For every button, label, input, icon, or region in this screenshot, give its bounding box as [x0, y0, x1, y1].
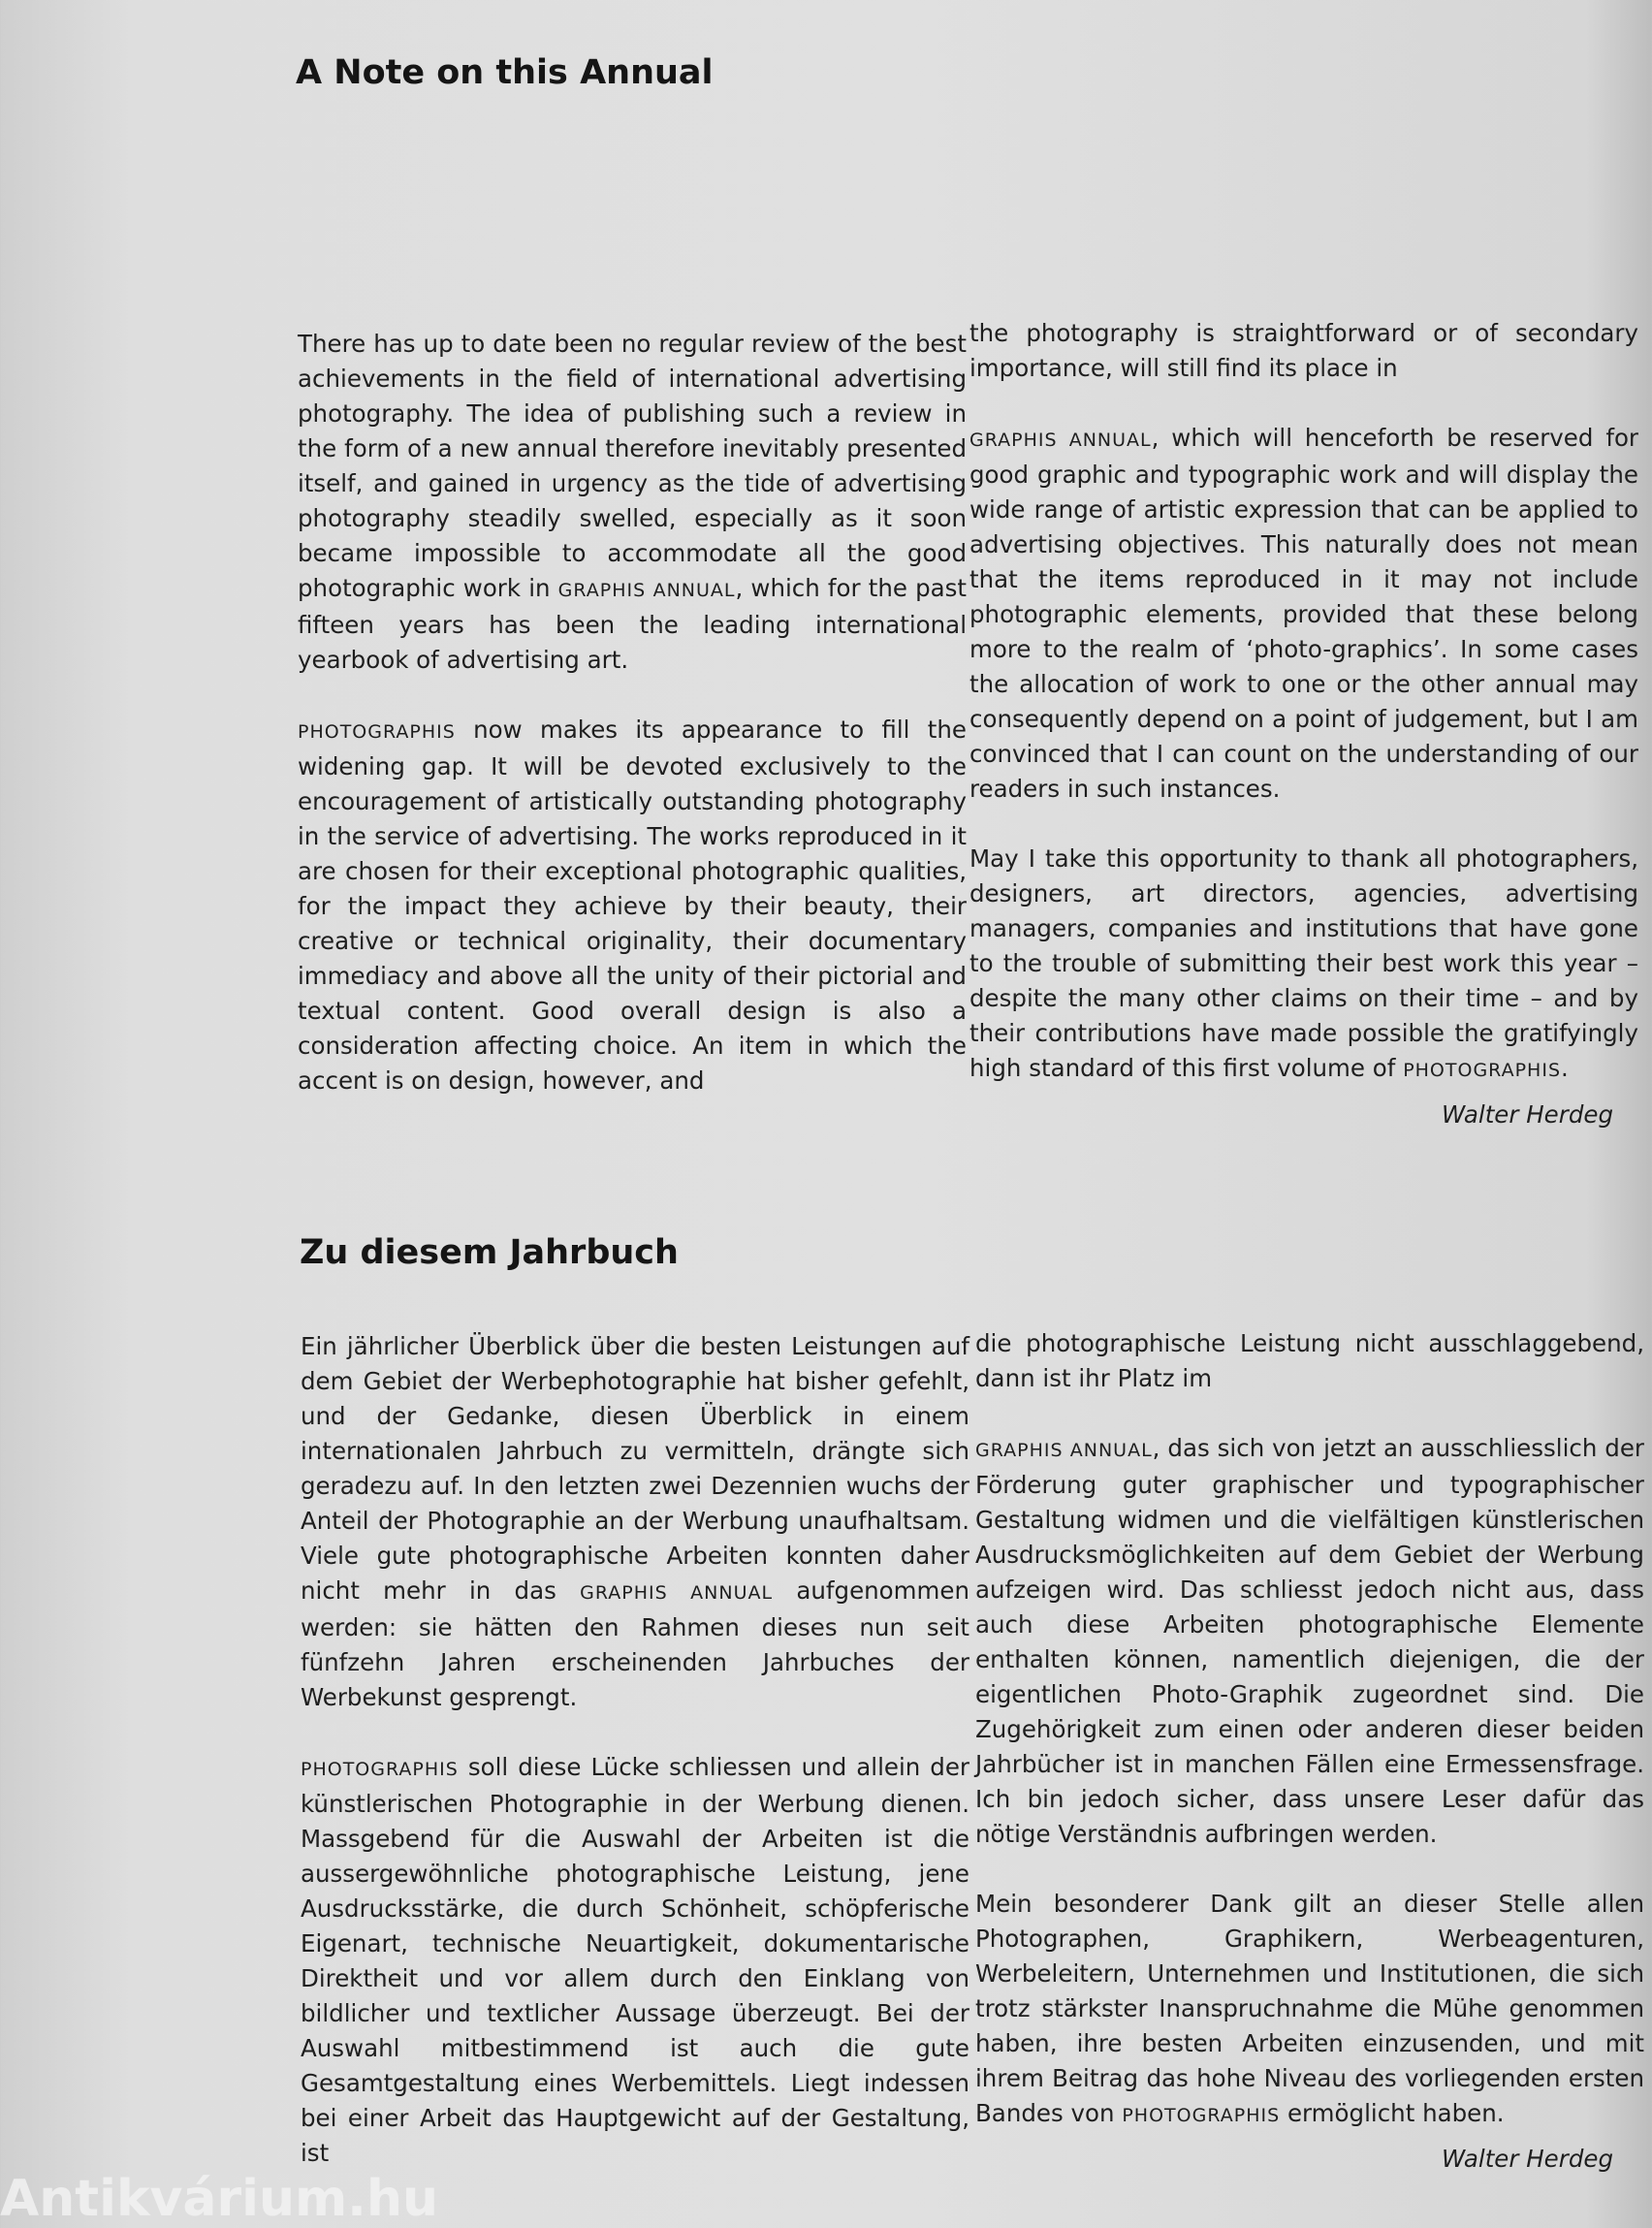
german-left-paragraph-1: Ein jährlicher Überblick über die besten Leistungen auf dem Gebiet der Werbephotographie hat bisher gefehlt, und der Gedanke, diesen Überblick in einem internationalen Jahrbuch zu vermitteln, drängte sich geradezu auf. In den letzten zwei Dezennien wuchs der Anteil der Photographie an der Werbung unaufhaltsam. Viele gute photographische Arbeiten konnten daher nicht mehr in das GRAPHIS ANNUAL aufgenommen werden: sie hätten den Rahmen dieses nun seit fünfzehn Jahren erscheinenden Jahrbuches der Werbekunst gesprengt.: [301, 1332, 969, 1711]
english-title: A Note on this Annual: [296, 53, 714, 92]
watermark: Antikvárium.hu: [0, 2170, 438, 2228]
english-right-paragraph-2: GRAPHIS ANNUAL, which will henceforth be reserved for good graphic and typographic work and will display the wide range of artistic expression that can be applied to advertising objectives. This naturally does not mean that the items reproduced in it may not include photographic elements, provided that these belong more to the realm of ‘photo-graphics’. In some cases the allocation of work to one or the other annual may consequently depend on a point of judgement, but I am convinced that I can count on the understanding of our readers in such instances.: [969, 424, 1639, 803]
german-left-paragraph-2: PHOTOGRAPHIS soll diese Lücke schliessen und allein der künstlerischen Photographie in der Werbung dienen. Massgebend für die Auswahl der Arbeiten ist die aussergewöhnliche photographische Leistung, jene Ausdrucksstärke, die durch Schönheit, schöpferische Eigenart, technische Neuartigkeit, dokumentarische Direktheit und vor allem durch den Einklang von bildlicher und textlicher Aussage überzeugt. Bei der Auswahl mitbestimmend ist auch die gute Gesamtgestaltung eines Werbemittels. Liegt indessen bei einer Arbeit das Hauptgewicht auf der Gestaltung, ist: [301, 1753, 969, 2167]
english-right-paragraph-3: May I take this opportunity to thank all photographers, designers, art directors, agencies, advertising managers, companies and institutions that have gone to the trouble of submitting their best work this year – despite the many other claims on their time – and by their contributions have made possible the gratifyingly high standard of this first volume of PHOTOGRAPHIS.: [969, 844, 1638, 1082]
english-right-column: [969, 316, 1638, 1088]
german-left-column: [301, 1329, 969, 2171]
english-right-paragraph-1: the photography is straightforward or of secondary importance, will still find its place in: [969, 319, 1638, 382]
english-signature: Walter Herdeg: [1442, 1100, 1613, 1129]
english-left-paragraph-2: PHOTOGRAPHIS now makes its appearance to fill the widening gap. It will be devoted exclusively to the encouragement of artistically outstanding photography in the service of advertising. The works reproduced in it are chosen for their exceptional photographic qualities, for the impact they achieve by their beauty, their creative or technical originality, their documentary immediacy and above all the unity of their pictorial and textual content. Good overall design is also a consideration affecting choice. An item in which the accent is on design, however, and: [298, 716, 967, 1095]
german-right-column: [975, 1326, 1644, 2133]
german-right-paragraph-1: die photographische Leistung nicht ausschlaggebend, dann ist ihr Platz im: [975, 1329, 1644, 1392]
german-signature: Walter Herdeg: [1442, 2145, 1613, 2173]
german-right-paragraph-3: Mein besonderer Dank gilt an dieser Stelle allen Photographen, Graphikern, Werbeagenturen, Werbeleitern, Unternehmen und Institutionen, die sich trotz stärkster Inanspruchnahme die Mühe genommen haben, ihre besten Arbeiten einzusenden, und mit ihrem Beitrag das hohe Niveau des vorliegenden ersten Bandes von PHOTOGRAPHIS ermöglicht haben.: [975, 1890, 1644, 2127]
german-right-paragraph-2: GRAPHIS ANNUAL, das sich von jetzt an ausschliesslich der Förderung guter graphischer und typographischer Gestaltung widmen und die vielfältigen künstlerischen Ausdrucksmöglichkeiten auf dem Gebiet der Werbung aufzeigen wird. Das schliesst jedoch nicht aus, dass auch diese Arbeiten photographische Elemente enthalten können, namentlich diejenigen, die der eigentlichen Photo-Graphik zugeordnet sind. Die Zugehörigkeit zum einen oder anderen dieser beiden Jahrbücher ist in manchen Fällen eine Ermessensfrage. Ich bin jedoch sicher, dass unsere Leser dafür das nötige Verständnis aufbringen werden.: [975, 1434, 1645, 1848]
english-left-paragraph-1: There has up to date been no regular review of the best achievements in the field of international advertising photography. The idea of publishing such a review in the form of a new annual therefore inevitably presented itself, and gained in urgency as the tide of advertising photography steadily swelled, especially as it soon became impossible to accommodate all the good photographic work in GRAPHIS ANNUAL, which for the past fifteen years has been the leading international yearbook of advertising art.: [298, 330, 967, 674]
german-title: Zu diesem Jahrbuch: [300, 1233, 679, 1272]
english-left-column: [298, 327, 967, 1098]
